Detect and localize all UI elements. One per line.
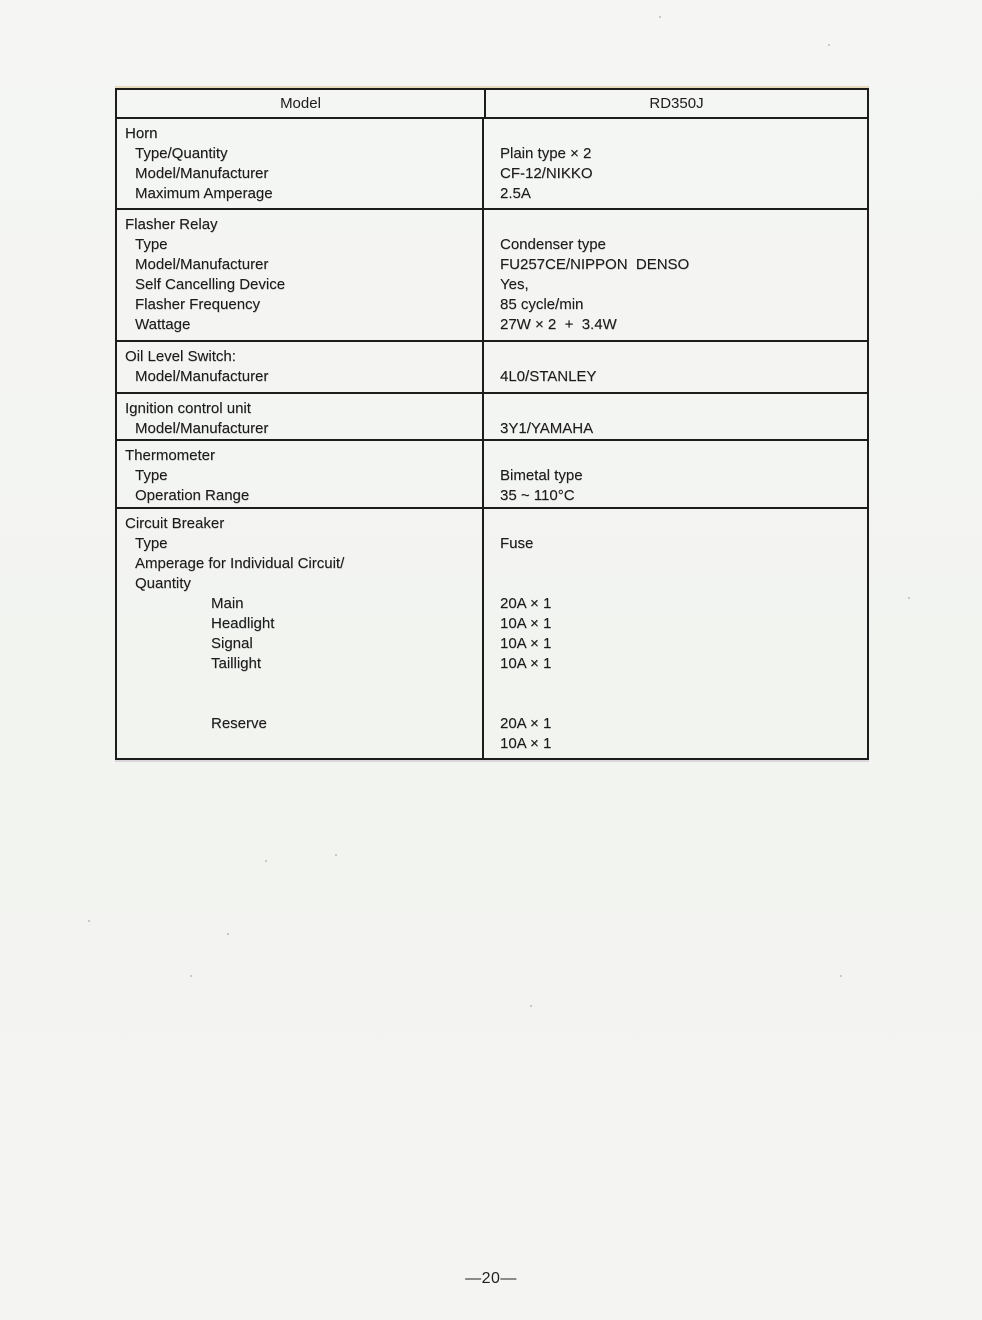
section-circuit-breaker-values <box>484 514 867 758</box>
spec-label: Horn <box>125 125 158 142</box>
scan-speck <box>88 920 90 922</box>
section-thermometer-values <box>484 446 867 507</box>
spec-label: Main <box>211 595 244 612</box>
section-thermometer-labels <box>117 441 484 507</box>
spec-label: Type <box>135 535 168 552</box>
spec-label: Taillight <box>211 655 262 672</box>
spec-blank-line <box>484 694 867 714</box>
spec-label: Type <box>135 467 168 484</box>
header-model-value: RD350J <box>649 95 704 112</box>
scan-speck <box>265 860 267 862</box>
spec-blank-line <box>484 124 867 144</box>
spec-label: Type <box>135 236 168 253</box>
spec-label: Model/Manufacturer <box>135 420 269 437</box>
section-horn-labels <box>117 119 484 208</box>
spec-label: Signal <box>211 635 253 652</box>
scan-speck <box>908 597 910 599</box>
spec-label: Self Cancelling Device <box>135 276 286 293</box>
section-circuit-breaker-labels <box>117 509 484 758</box>
spec-value: 10A × 1 <box>500 735 552 752</box>
header-model-label: Model <box>117 90 486 117</box>
table-sections <box>117 117 867 758</box>
scan-speck <box>190 975 192 977</box>
spec-label: Flasher Frequency <box>135 296 261 313</box>
spec-label: Operation Range <box>135 487 250 504</box>
spec-blank-line <box>484 574 867 594</box>
section-ignition-control-unit-labels <box>117 394 484 439</box>
spec-label: Model/Manufacturer <box>135 256 269 273</box>
section-flasher-relay-labels <box>117 210 484 340</box>
spec-value: 85 cycle/min <box>500 296 584 313</box>
spec-blank-line <box>484 215 867 235</box>
spec-blank-line <box>484 446 867 466</box>
scan-speck <box>335 854 337 856</box>
section-circuit-breaker <box>117 507 867 758</box>
spec-blank-line <box>117 734 482 754</box>
spec-value: 3Y1/YAMAHA <box>500 420 594 437</box>
spec-value: Bimetal type <box>500 467 583 484</box>
page-number: —20— <box>465 1270 517 1287</box>
spec-label: Wattage <box>135 316 191 333</box>
section-oil-level-switch-values <box>484 347 867 392</box>
scan-speck <box>828 44 830 46</box>
spec-value: 10A × 1 <box>500 655 552 672</box>
spec-blank-line <box>117 674 482 694</box>
section-flasher-relay-values <box>484 215 867 340</box>
spec-value: 20A × 1 <box>500 715 552 732</box>
section-horn <box>117 117 867 208</box>
spec-blank-line <box>484 674 867 694</box>
spec-value: Yes, <box>500 276 529 293</box>
spec-blank-line <box>484 347 867 367</box>
spec-label: Headlight <box>211 615 275 632</box>
spec-label: Circuit Breaker <box>125 515 225 532</box>
section-horn-values <box>484 124 867 208</box>
spec-value: 35 ~ 110°C <box>500 487 575 504</box>
scan-speck <box>530 1005 532 1007</box>
spec-label: Quantity <box>135 575 191 592</box>
spec-value: 20A × 1 <box>500 595 552 612</box>
spec-blank-line <box>484 554 867 574</box>
spec-blank-line <box>484 514 867 534</box>
spec-label: Type/Quantity <box>135 145 228 162</box>
section-ignition-control-unit-values <box>484 399 867 439</box>
spec-value: Condenser type <box>500 236 606 253</box>
section-thermometer <box>117 439 867 507</box>
spec-label: Oil Level Switch: <box>125 348 236 365</box>
section-oil-level-switch <box>117 340 867 392</box>
spec-label: Model/Manufacturer <box>135 368 269 385</box>
spec-value: 10A × 1 <box>500 615 552 632</box>
spec-label: Reserve <box>211 715 267 732</box>
spec-value: 27W × 2 + 3.4W <box>500 316 617 333</box>
spec-value: 4L0/STANLEY <box>500 368 597 385</box>
spec-blank-line <box>484 399 867 419</box>
spec-value: 10A × 1 <box>500 635 552 652</box>
spec-value: Fuse <box>500 535 534 552</box>
spec-blank-line <box>117 694 482 714</box>
spec-value: Plain type × 2 <box>500 145 592 162</box>
spec-label: Ignition control unit <box>125 400 251 417</box>
spec-label: Amperage for Individual Circuit/ <box>135 555 345 572</box>
spec-label: Flasher Relay <box>125 216 218 233</box>
spec-label: Model/Manufacturer <box>135 165 269 182</box>
scan-speck <box>840 975 842 977</box>
spec-value: 2.5A <box>500 185 531 202</box>
spec-label: Maximum Amperage <box>135 185 273 202</box>
spec-value: CF-12/NIKKO <box>500 165 593 182</box>
electrical-spec-table <box>115 88 869 760</box>
section-ignition-control-unit <box>117 392 867 439</box>
spec-value: FU257CE/NIPPON DENSO <box>500 256 690 273</box>
table-header-row <box>117 90 867 117</box>
section-flasher-relay <box>117 208 867 340</box>
scan-speck <box>659 16 661 18</box>
scan-speck <box>227 933 229 935</box>
section-oil-level-switch-labels <box>117 342 484 392</box>
spec-label: Thermometer <box>125 447 216 464</box>
